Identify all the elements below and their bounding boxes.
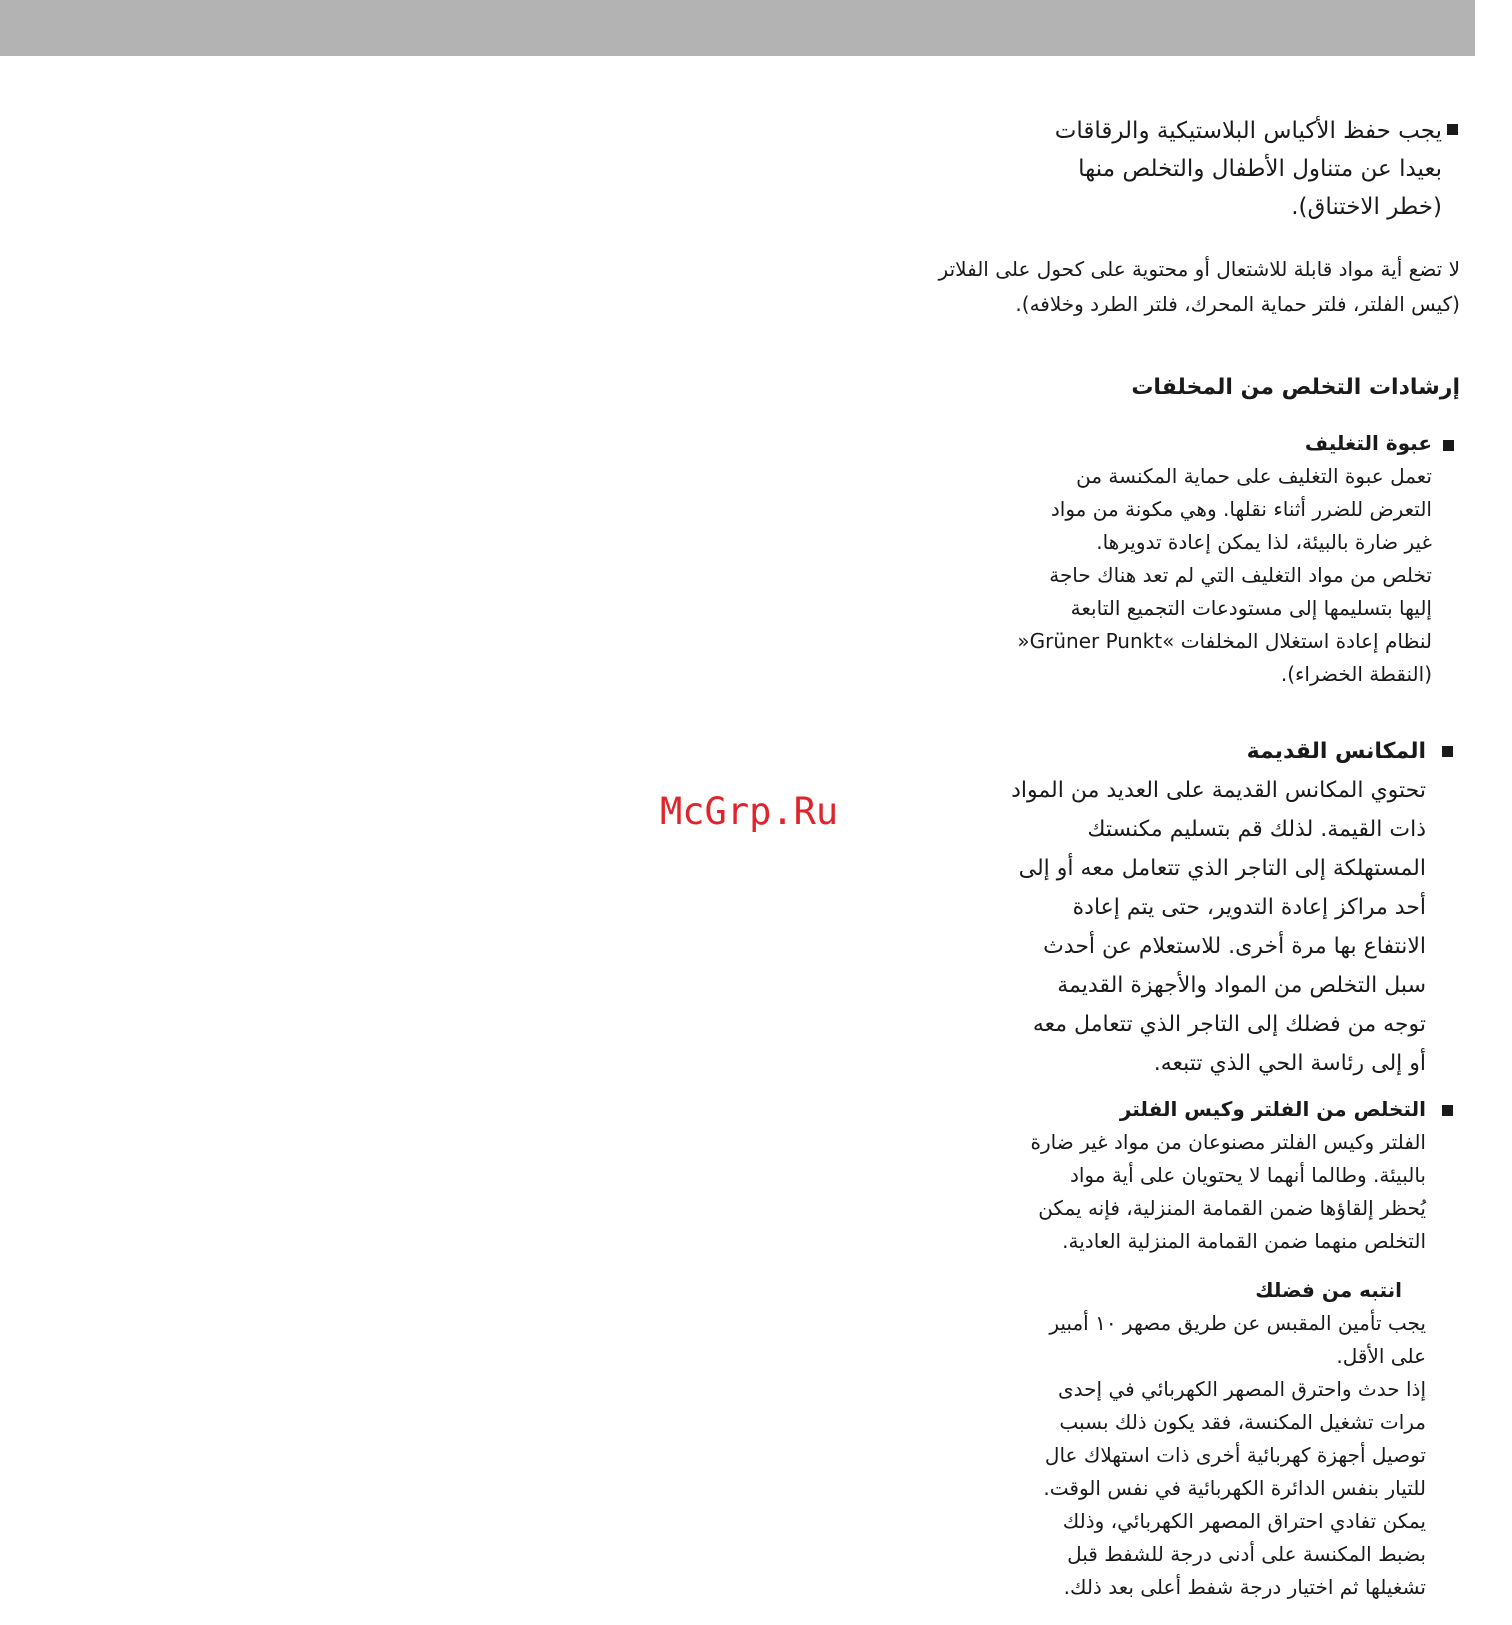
bullet-icon [1442, 1105, 1453, 1116]
text-line: بضبط المكنسة على أدنى درجة للشفط قبل [1067, 1542, 1426, 1566]
text-line: تحتوي المكانس القديمة على العديد من المواد [1011, 778, 1426, 803]
section-title: إرشادات التخلص من المخلفات [1131, 375, 1460, 400]
notice-heading: انتبه من فضلك [1255, 1278, 1402, 1302]
packaging-section [1017, 427, 1432, 691]
text-line: بعيدا عن متناول الأطفال والتخلص منها [1078, 156, 1442, 182]
header-bar [0, 0, 1475, 56]
text-line: أو إلى رئاسة الحي الذي تتبعه. [1153, 1051, 1426, 1076]
text-line: يجب حفظ الأكياس البلاستيكية والرقاقات [1054, 118, 1442, 144]
text-line: الفلتر وكيس الفلتر مصنوعان من مواد غير ضارة [1030, 1130, 1426, 1154]
text-line: توجه من فضلك إلى التاجر الذي تتعامل معه [1032, 1012, 1426, 1037]
bullet-icon [1447, 124, 1458, 135]
text-line: (النقطة الخضراء). [1280, 662, 1432, 686]
text-line: ذات القيمة. لذلك قم بتسليم مكنستك [1087, 817, 1426, 842]
text-line: للتيار بنفس الدائرة الكهربائية في نفس الوقت. [1043, 1476, 1426, 1500]
bullet-icon [1443, 440, 1454, 451]
text-line: مرات تشغيل المكنسة، فقد يكون ذلك بسبب [1059, 1410, 1426, 1434]
text-line: يمكن تفادي احتراق المصهر الكهربائي، وذلك [1062, 1509, 1426, 1533]
packaging-heading: عبوة التغليف [1304, 431, 1432, 455]
text-line: على الأقل. [1336, 1344, 1426, 1368]
text-line: غير ضارة بالبيئة، لذا يمكن إعادة تدويرها. [1096, 530, 1432, 554]
text-line: يُحظر إلقاؤها ضمن القمامة المنزلية، فإنه يمكن [1038, 1196, 1426, 1220]
text-line: تعمل عبوة التغليف على حماية المكنسة من [1076, 464, 1432, 488]
old-devices-heading: المكانس القديمة [1246, 739, 1426, 764]
text-line: لا تضع أية مواد قابلة للاشتعال أو محتوية على كحول على الفلاتر [938, 257, 1460, 281]
text-line: المستهلكة إلى التاجر الذي تتعامل معه أو إلى [1018, 856, 1426, 881]
watermark: McGrp.Ru [660, 790, 839, 833]
text-line: بالبيئة. وطالما أنهما لا يحتويان على أية مواد [1069, 1163, 1426, 1187]
text-line: سبل التخلص من المواد والأجهزة القديمة [1057, 973, 1426, 998]
text-line: (كيس الفلتر، فلتر حماية المحرك، فلتر الطرد وخلافه). [1015, 292, 1460, 316]
filter-disposal-heading: التخلص من الفلتر وكيس الفلتر [1119, 1097, 1426, 1121]
old-devices-section [1011, 732, 1426, 1083]
text-line: إليها بتسليمها إلى مستودعات التجميع التابعة [1070, 596, 1432, 620]
text-line: التخلص منهما ضمن القمامة المنزلية العادية. [1062, 1229, 1426, 1253]
text-line: الانتفاع بها مرة أخرى. للاستعلام عن أحدث [1043, 934, 1426, 959]
text-line: يجب تأمين المقبس عن طريق مصهر ١٠ أمبير [1049, 1311, 1426, 1335]
text-line: لنظام إعادة استغلال المخلفات »Grüner Punkt« [1017, 629, 1432, 653]
text-line: توصيل أجهزة كهربائية أخرى ذات استهلاك عال [1044, 1443, 1426, 1467]
text-line: (خطر الاختناق). [1291, 194, 1442, 220]
text-line: تشغيلها ثم اختيار درجة شفط أعلى بعد ذلك. [1063, 1575, 1426, 1599]
text-line: تخلص من مواد التغليف التي لم تعد هناك حاجة [1049, 563, 1432, 587]
warning-flammable-filters [939, 252, 1460, 322]
filter-disposal-section [1031, 1093, 1426, 1258]
bullet-icon [1442, 746, 1453, 757]
warning-plastic-bags [1055, 112, 1442, 226]
text-line: إذا حدث واحترق المصهر الكهربائي في إحدى [1058, 1377, 1426, 1401]
notice-section [1043, 1274, 1426, 1604]
text-line: أحد مراكز إعادة التدوير، حتى يتم إعادة [1072, 895, 1426, 920]
text-line: التعرض للضرر أثناء نقلها. وهي مكونة من مواد [1050, 497, 1432, 521]
